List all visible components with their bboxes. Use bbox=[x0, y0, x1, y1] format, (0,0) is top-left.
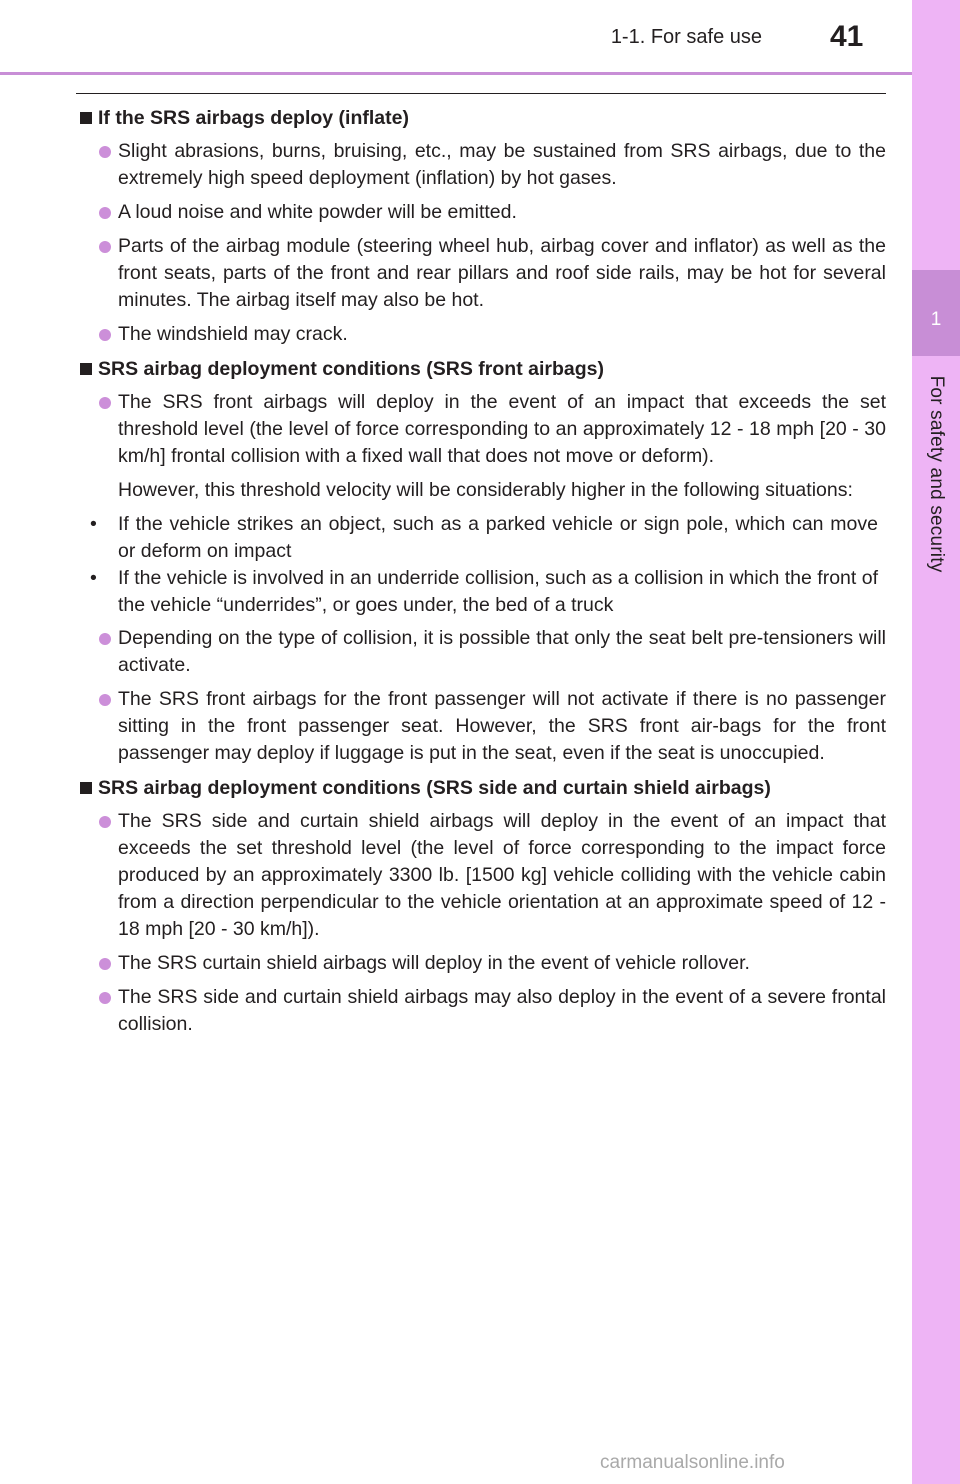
sub-list-item bbox=[80, 565, 886, 619]
heading-text: SRS airbag deployment conditions (SRS front airbags) bbox=[98, 358, 604, 380]
bullet-text: Slight abrasions, burns, bruising, etc., may be sustained from SRS airbags, due to the extremely high speed deployment (inflation) by hot gases. bbox=[118, 140, 886, 189]
circle-bullet-icon bbox=[99, 816, 111, 828]
circle-bullet-icon bbox=[99, 397, 111, 409]
section-title: 1-1. For safe use bbox=[610, 26, 762, 48]
square-bullet-icon bbox=[80, 363, 92, 375]
watermark[interactable]: carmanualsonline.info bbox=[600, 1452, 785, 1473]
list-item bbox=[80, 199, 886, 226]
heading-text: SRS airbag deployment conditions (SRS side and curtain shield airbags) bbox=[98, 777, 771, 799]
square-bullet-icon bbox=[80, 782, 92, 794]
sub-item-text: If the vehicle strikes an object, such as a parked vehicle or sign pole, which can move or deform on impact bbox=[118, 513, 878, 562]
list-item bbox=[80, 233, 886, 314]
content-rule bbox=[76, 93, 886, 94]
bullet-text: Depending on the type of collision, it is possible that only the seat belt pre-tensioners will activate. bbox=[118, 627, 886, 676]
bullet-text: A loud noise and white powder will be emitted. bbox=[118, 201, 517, 223]
circle-bullet-icon bbox=[99, 992, 111, 1004]
circle-bullet-icon bbox=[99, 207, 111, 219]
circle-bullet-icon bbox=[99, 958, 111, 970]
sub-bullet-icon: • bbox=[90, 567, 97, 589]
circle-bullet-icon bbox=[99, 329, 111, 341]
section-heading bbox=[80, 774, 886, 802]
bullet-text: Parts of the airbag module (steering wheel hub, airbag cover and inflator) as well as the front seats, parts of the front and rear pillars and roof side rails, may be hot for several minutes. The airbag itself may also be hot. bbox=[118, 235, 886, 311]
body-paragraph: However, this threshold velocity will be considerably higher in the following situations: bbox=[118, 479, 853, 501]
sub-bullet-icon: • bbox=[90, 513, 97, 535]
chapter-number-tab: 1 bbox=[912, 270, 960, 356]
chapter-title: For safety and security bbox=[926, 375, 947, 573]
bullet-text: The SRS curtain shield airbags will deploy in the event of vehicle rollover. bbox=[118, 952, 750, 974]
heading-text: If the SRS airbags deploy (inflate) bbox=[98, 107, 409, 129]
list-item bbox=[80, 625, 886, 679]
circle-bullet-icon bbox=[99, 146, 111, 158]
side-tab bbox=[912, 0, 960, 1484]
section-heading bbox=[80, 104, 886, 132]
list-item bbox=[80, 138, 886, 192]
sub-item-text: If the vehicle is involved in an underride collision, such as a collision in which the front of the vehicle “underrides”, or goes under, the bed of a truck bbox=[118, 567, 878, 616]
header-rule bbox=[0, 72, 912, 75]
bullet-text: The SRS side and curtain shield airbags will deploy in the event of an impact that exceeds the set threshold level (the level of force corresponding to the impact force produced by an approximately 3300 lb. [1500 kg] vehicle colliding with the vehicle cabin from a direction perpendicular to the vehicle orientation at an approximate speed of 12 - 18 mph [20 - 30 km/h]). bbox=[118, 810, 886, 940]
list-item bbox=[80, 686, 886, 767]
circle-bullet-icon bbox=[99, 241, 111, 253]
bullet-text: The SRS front airbags will deploy in the event of an impact that exceeds the set threshold level (the level of force corresponding to an approximately 12 - 18 mph [20 - 30 km/h] frontal collision with a fixed wall that does not move or deform). bbox=[118, 391, 886, 467]
list-item bbox=[80, 321, 886, 348]
sub-list-item bbox=[80, 511, 886, 565]
list-item bbox=[80, 389, 886, 470]
list-item bbox=[80, 950, 886, 977]
bullet-text: The SRS front airbags for the front passenger will not activate if there is no passenger sitting in the front passenger seat. However, the SRS front air-bags for the front passenger may deploy if luggage is put in the seat, even if the seat is unoccupied. bbox=[118, 688, 886, 764]
list-item bbox=[80, 984, 886, 1038]
section-heading bbox=[80, 355, 886, 383]
page-number: 41 bbox=[830, 20, 864, 53]
list-item bbox=[80, 808, 886, 943]
square-bullet-icon bbox=[80, 112, 92, 124]
page-content bbox=[80, 104, 886, 1045]
bullet-text: The windshield may crack. bbox=[118, 323, 348, 345]
circle-bullet-icon bbox=[99, 633, 111, 645]
bullet-text: The SRS side and curtain shield airbags may also deploy in the event of a severe frontal collision. bbox=[118, 986, 886, 1035]
circle-bullet-icon bbox=[99, 694, 111, 706]
